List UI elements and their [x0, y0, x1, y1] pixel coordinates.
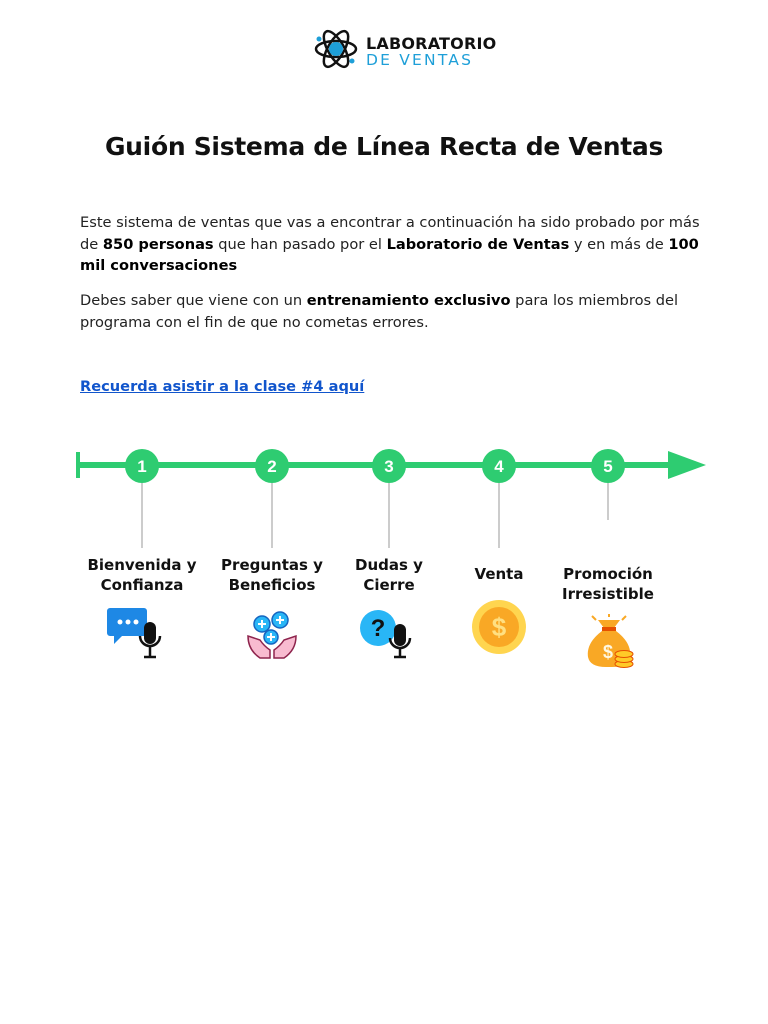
step-1-label-line-1: Bienvenida y: [87, 556, 197, 574]
atom-logo-icon: [314, 23, 358, 75]
step-1-number: 1: [137, 457, 147, 476]
step-2-label: [207, 555, 337, 595]
step-4-number: 4: [494, 457, 504, 476]
money-bag-icon: [582, 614, 638, 670]
hands-benefits-icon: [244, 610, 300, 666]
step-2-number: 2: [267, 457, 277, 476]
step-3-number: 3: [384, 457, 394, 476]
intro-paragraph-1: [80, 212, 720, 277]
class-4-link[interactable]: Recuerda asistir a la clase #4 aquí: [80, 378, 365, 395]
step-1-label: [77, 555, 207, 595]
chat-microphone-icon: [106, 604, 166, 662]
svg-text:?: ?: [370, 615, 386, 642]
coin-icon: [470, 598, 528, 656]
step-4-label-line-1: Venta: [474, 565, 524, 583]
intro-text: para los miembros del programa con el fin de que no cometas errores.: [80, 292, 679, 331]
intro-highlight: Laboratorio de Ventas: [386, 235, 570, 253]
logo: [306, 20, 497, 78]
intro-text: y en más de: [569, 235, 669, 253]
intro-text: Este sistema de ventas que vas a encontrar a continuación ha sido probado por más de: [80, 214, 700, 253]
step-3-label-line-1: Dudas y: [355, 556, 423, 574]
step-5-label-line-2: Irresistible: [562, 585, 654, 603]
intro-text: Debes saber que viene con un: [80, 292, 307, 309]
step-1-label-line-2: Confianza: [100, 576, 184, 594]
timeline-arrow-icon: [668, 451, 706, 479]
step-3-label-line-2: Cierre: [363, 576, 415, 594]
intro-highlight: 850 personas: [102, 235, 214, 253]
logo-line-1: LABORATORIO: [366, 34, 497, 53]
step-5-number: 5: [603, 457, 613, 476]
step-5-label-line-1: Promoción: [563, 565, 653, 583]
question-microphone-icon: [358, 608, 414, 662]
timeline-start-cap: [76, 452, 80, 478]
step-2-label-line-2: Beneficios: [228, 576, 316, 594]
intro-highlight: 100 mil conversaciones: [80, 235, 699, 274]
svg-text:$: $: [602, 642, 614, 662]
step-5-label: [543, 564, 673, 604]
intro-text: que han pasado por el: [213, 235, 387, 253]
intro-paragraph-2: [80, 290, 720, 333]
intro-highlight: entrenamiento exclusivo: [306, 292, 511, 309]
page-title: Guión Sistema de Línea Recta de Ventas: [104, 132, 664, 161]
logo-line-2: DE VENTAS: [366, 51, 474, 69]
step-2-label-line-1: Preguntas y: [221, 556, 323, 574]
svg-text:$: $: [491, 612, 507, 642]
